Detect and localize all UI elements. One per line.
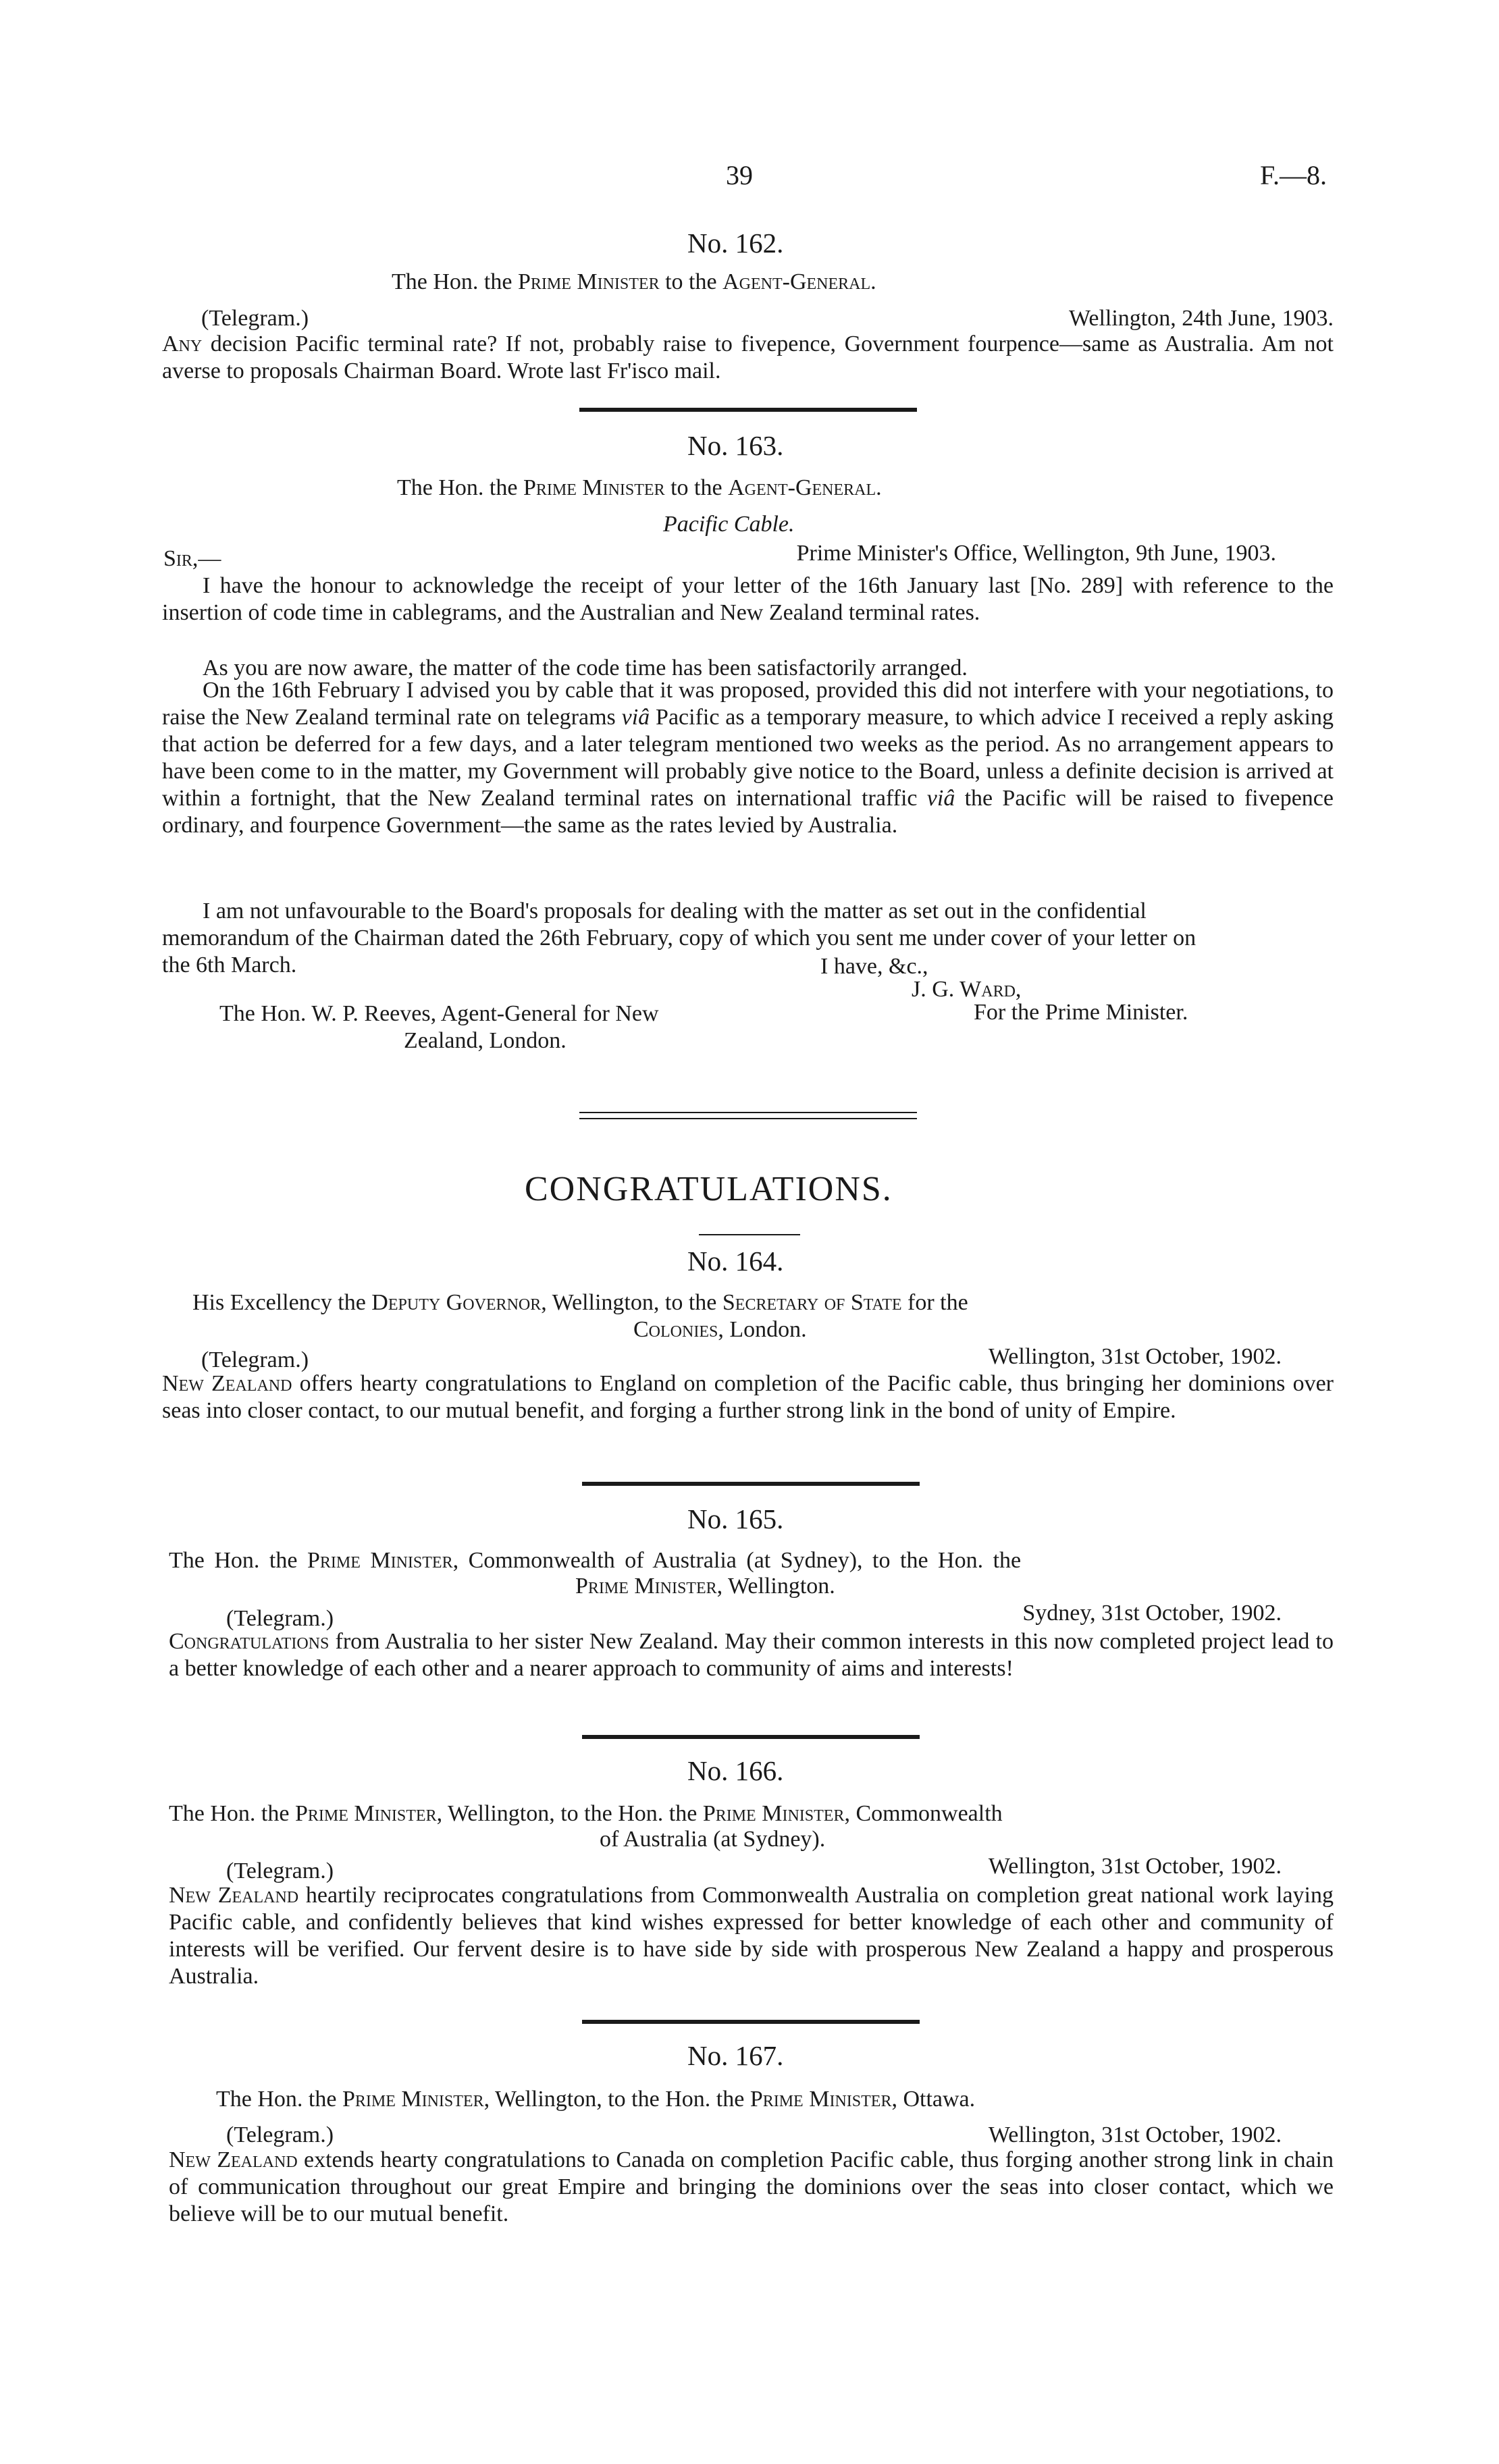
addressee: Zealand, London. bbox=[404, 1028, 567, 1053]
heading-text: , Wellington, to the Hon. the bbox=[436, 1801, 703, 1826]
body-text: heartily reciprocates congratulations from Commonwealth Australia on completion great national work laying Pacific cable, and confidently believes that kind wishes expressed for better knowledge of each other and community of interests will be verified. Our fervent desire is to have side by side with prosperous New Zealand a happy and prosperous Australia. bbox=[169, 1883, 1334, 1989]
heading-text: , London. bbox=[718, 1317, 807, 1342]
paragraph-italic: viâ bbox=[621, 705, 650, 730]
heading-text: The Hon. the bbox=[392, 269, 518, 294]
letter-paragraph: As you are now aware, the matter of the code time has been satisfactorily arranged. bbox=[203, 655, 968, 680]
salutation: Sir,— bbox=[163, 546, 221, 571]
heading-office: Prime Minister bbox=[307, 1548, 453, 1573]
heading-office: Agent-General. bbox=[728, 475, 882, 500]
letter-subject: Pacific Cable. bbox=[663, 512, 795, 537]
place-date: Wellington, 24th June, 1903. bbox=[1068, 306, 1334, 331]
telegram-body bbox=[162, 331, 1334, 385]
heading-office: Prime Minister bbox=[702, 1801, 845, 1826]
place-date: Wellington, 31st October, 1902. bbox=[988, 2122, 1282, 2147]
letter-number: No. 166. bbox=[687, 1755, 784, 1786]
letter-heading: of Australia (at Sydney). bbox=[600, 1827, 826, 1852]
letter-number: No. 167. bbox=[687, 2040, 784, 2071]
letter-heading bbox=[169, 1547, 1021, 1574]
heading-text: , Commonwealth bbox=[844, 1801, 1003, 1826]
place-date: Sydney, 31st October, 1902. bbox=[1022, 1601, 1282, 1626]
place-date: Wellington, 31st October, 1902. bbox=[988, 1854, 1282, 1879]
heading-text: to the bbox=[664, 475, 729, 500]
letter-paragraph bbox=[162, 677, 1334, 839]
section-rule bbox=[579, 408, 917, 412]
body-text: decision Pacific terminal rate? If not, probably raise to fivepence, Government fourpence—same as Australia. Am not averse to proposals Chairman Board. Wrote last Fr'isco mail. bbox=[162, 331, 1334, 383]
title-rule bbox=[699, 1234, 800, 1235]
paragraph-italic: viâ bbox=[926, 786, 955, 811]
letter-heading bbox=[216, 2086, 975, 2113]
heading-office: Prime Minister bbox=[342, 2087, 484, 2112]
heading-text: , Wellington, to the bbox=[541, 1290, 722, 1315]
heading-text: to the bbox=[659, 269, 723, 294]
letter-heading bbox=[633, 1316, 807, 1343]
letter-number: No. 163. bbox=[687, 430, 784, 461]
letter-heading bbox=[392, 269, 876, 296]
letter-heading bbox=[169, 1800, 1003, 1827]
paragraph-text: On the 16th February I advised you by cable that it was proposed, provided this did not interfere with your negotiations, to raise the New Zealand terminal rate on telegrams bbox=[162, 678, 1334, 730]
closing: I have, &c., bbox=[820, 954, 928, 979]
heading-text: , Commonwealth of Australia (at Sydney), to the Hon. the bbox=[452, 1548, 1022, 1573]
heading-text: The Hon. the bbox=[216, 2087, 342, 2112]
section-title: CONGRATULATIONS. bbox=[525, 1170, 893, 1208]
telegram-body bbox=[162, 1370, 1334, 1424]
heading-text: , Wellington. bbox=[716, 1574, 835, 1599]
telegram-label: (Telegram.) bbox=[226, 1858, 334, 1883]
heading-office: Secretary of State bbox=[722, 1290, 902, 1315]
body-lead: New Zealand bbox=[162, 1371, 292, 1396]
letter-number: No. 162. bbox=[687, 227, 784, 259]
body-lead: New Zealand bbox=[169, 2147, 298, 2172]
letter-paragraph: I have the honour to acknowledge the receipt of your letter of the 16th January last [No. 289] with reference to the insertion of code time in cablegrams, and the Australian and New Zealand terminal rates. bbox=[162, 573, 1334, 625]
body-text: extends hearty congratulations to Canada on completion Pacific cable, thus forging another strong link in chain of communication throughout our great Empire and bringing the dominions over the seas into closer contact, which we believe will be to our mutual benefit. bbox=[169, 2147, 1334, 2226]
heading-office: Prime Minister bbox=[575, 1574, 717, 1599]
heading-office: Colonies bbox=[633, 1317, 718, 1342]
heading-office: Agent-General. bbox=[722, 269, 876, 294]
telegram-label: (Telegram.) bbox=[226, 1606, 334, 1631]
letter-heading bbox=[192, 1289, 968, 1316]
telegram-label: (Telegram.) bbox=[226, 2122, 334, 2147]
section-rule bbox=[582, 1735, 920, 1739]
double-rule-top bbox=[579, 1112, 917, 1113]
heading-text: The Hon. the bbox=[169, 1801, 295, 1826]
place-date: Wellington, 31st October, 1902. bbox=[988, 1344, 1282, 1369]
series-reference: F.—8. bbox=[1259, 160, 1327, 190]
letter-number: No. 164. bbox=[687, 1246, 784, 1277]
letter-heading bbox=[397, 475, 882, 502]
addressee: The Hon. W. P. Reeves, Agent-General for New bbox=[219, 1001, 659, 1026]
signature: J. G. Ward, bbox=[912, 977, 1022, 1002]
body-text: offers hearty congratulations to England on completion of the Pacific cable, thus bringing her dominions over seas into closer contact, to our mutual benefit, and forging a further strong link in the bond of unity of Empire. bbox=[162, 1371, 1334, 1423]
telegram-body bbox=[169, 1882, 1334, 1990]
heading-office: Prime Minister bbox=[523, 475, 665, 500]
paragraph-text: Pacific as a temporary measure, to which advice I received a reply asking that action be deferred for a few days, and a later telegram mentioned two weeks as the period. As no arrangement appears to have been come to in the matter, my Government will probably give notice to the Board, unless a definite decision is arrived at within a fortnight, that the New Zealand terminal rates on international traffic bbox=[162, 705, 1334, 811]
body-text: from Australia to her sister New Zealand. May their common interests in this now completed project lead to a better knowledge of each other and a nearer approach to community of aims and interests! bbox=[169, 1629, 1334, 1681]
double-rule-bottom bbox=[579, 1118, 917, 1119]
heading-text: , Wellington, to the Hon. the bbox=[483, 2087, 750, 2112]
body-lead: New Zealand bbox=[169, 1883, 299, 1908]
heading-text: The Hon. the bbox=[169, 1548, 307, 1573]
letter-paragraph: I am not unfavourable to the Board's proposals for dealing with the matter as set out in the confidential memorandum of the Chairman dated the 26th February, copy of which you sent me under cover of your letter on the 6th March. bbox=[162, 899, 1196, 977]
signature-role: For the Prime Minister. bbox=[974, 1000, 1188, 1025]
section-rule bbox=[582, 2020, 920, 2024]
heading-office: Prime Minister bbox=[750, 2087, 892, 2112]
body-lead: Any bbox=[162, 331, 203, 356]
paragraph-text: the Pacific will be raised to fivepence ordinary, and fourpence Government—the same as the rates levied by Australia. bbox=[162, 786, 1334, 838]
heading-office: Prime Minister bbox=[517, 269, 660, 294]
place-date: Prime Minister's Office, Wellington, 9th June, 1903. bbox=[796, 541, 1276, 566]
heading-text: The Hon. the bbox=[397, 475, 523, 500]
telegram-body bbox=[169, 2147, 1334, 2228]
heading-text: for the bbox=[901, 1290, 968, 1315]
heading-office: Prime Minister bbox=[294, 1801, 437, 1826]
body-lead: Congratulations bbox=[169, 1629, 330, 1654]
telegram-label: (Telegram.) bbox=[201, 1347, 309, 1372]
telegram-label: (Telegram.) bbox=[201, 306, 309, 331]
heading-text: His Excellency the bbox=[192, 1290, 372, 1315]
page-number: 39 bbox=[726, 160, 753, 190]
heading-text: , Ottawa. bbox=[891, 2087, 976, 2112]
letter-number: No. 165. bbox=[687, 1503, 784, 1534]
telegram-body bbox=[169, 1628, 1334, 1682]
letter-heading bbox=[575, 1573, 835, 1600]
section-rule bbox=[582, 1482, 920, 1486]
heading-office: Deputy Governor bbox=[371, 1290, 542, 1315]
